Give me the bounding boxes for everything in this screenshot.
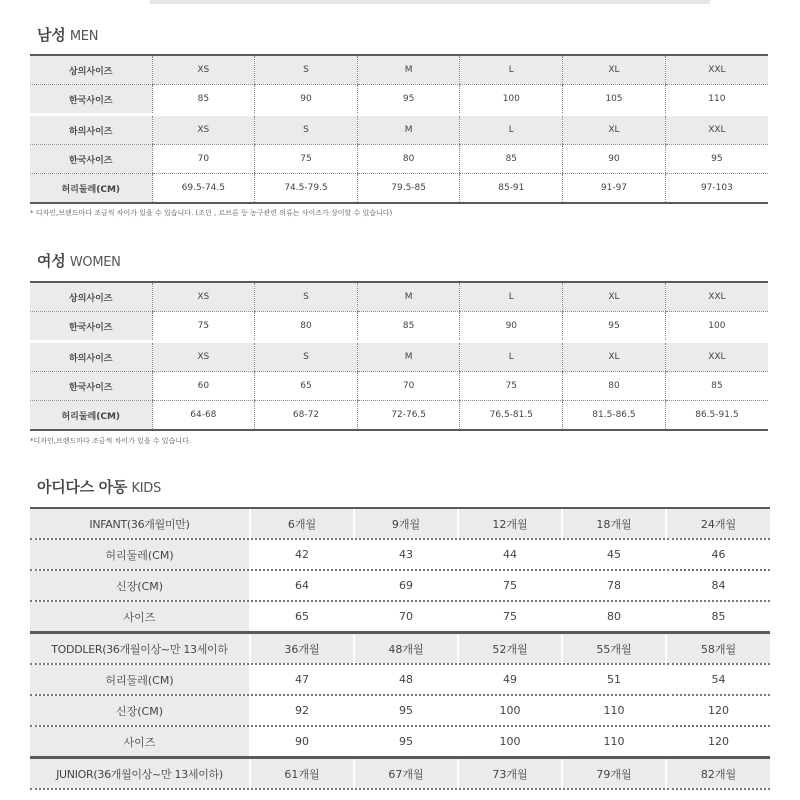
table-cell: 69 <box>354 570 458 601</box>
table-cell: XS <box>152 342 255 372</box>
table-cell: 46 <box>666 539 770 570</box>
row-label: 하의사이즈 <box>30 342 152 372</box>
table-cell: 48개월 <box>354 633 458 665</box>
table-cell: 55개월 <box>562 633 666 665</box>
table-cell: 95 <box>665 145 768 174</box>
women-row <box>30 401 768 431</box>
table-cell: XXL <box>665 115 768 145</box>
table-cell: L <box>460 55 563 85</box>
women-row <box>30 282 768 312</box>
kids-title-en: KIDS <box>131 481 161 496</box>
table-cell: 110 <box>562 695 666 726</box>
table-cell: 70 <box>357 372 460 401</box>
kids-row <box>30 539 770 570</box>
table-cell: 51 <box>562 664 666 695</box>
table-cell: 100 <box>460 85 563 115</box>
women-size-table <box>30 281 768 431</box>
women-row <box>30 312 768 342</box>
table-cell: 61개월 <box>250 758 354 790</box>
men-size-table <box>30 54 768 204</box>
table-cell: 81.5-86.5 <box>563 401 666 431</box>
table-cell: 80 <box>357 145 460 174</box>
row-label: INFANT(36개월미만) <box>30 508 250 539</box>
table-cell: XL <box>563 55 666 85</box>
table-cell: 80 <box>255 312 358 342</box>
table-cell: XXL <box>665 342 768 372</box>
table-cell: 90 <box>460 312 563 342</box>
row-label: 한국사이즈 <box>30 145 152 174</box>
table-cell: 95 <box>357 85 460 115</box>
table-cell: 36개월 <box>250 633 354 665</box>
table-cell: 85-91 <box>460 174 563 204</box>
table-cell: 70 <box>354 601 458 633</box>
men-title-en: MEN <box>69 29 99 44</box>
table-cell: 75 <box>152 312 255 342</box>
table-cell: 68-72 <box>255 401 358 431</box>
table-cell: 95 <box>354 726 458 758</box>
table-cell: 47 <box>250 664 354 695</box>
table-cell: M <box>357 282 460 312</box>
table-cell: 48 <box>354 664 458 695</box>
table-cell: 80 <box>562 601 666 633</box>
kids-section-title <box>37 476 161 497</box>
table-cell: 79개월 <box>562 758 666 790</box>
table-cell: XL <box>563 342 666 372</box>
table-cell: S <box>255 342 358 372</box>
men-row <box>30 115 768 145</box>
kids-row <box>30 570 770 601</box>
row-label: 상의사이즈 <box>30 55 152 85</box>
table-cell: 80 <box>563 372 666 401</box>
row-label: TODDLER(36개월이상~만 13세이하 <box>30 633 250 665</box>
table-cell: 65 <box>255 372 358 401</box>
table-cell: 42 <box>250 539 354 570</box>
table-cell: 85 <box>357 312 460 342</box>
table-cell: 105 <box>563 85 666 115</box>
table-cell: XS <box>152 282 255 312</box>
table-cell: 91-97 <box>563 174 666 204</box>
kids-row <box>30 601 770 633</box>
table-cell: 73개월 <box>458 758 562 790</box>
table-cell: 60 <box>152 372 255 401</box>
table-cell: 58개월 <box>666 633 770 665</box>
table-cell: XL <box>563 115 666 145</box>
table-cell: 79.5-85 <box>357 174 460 204</box>
women-title-en: WOMEN <box>69 255 121 270</box>
table-cell: 90 <box>255 85 358 115</box>
table-cell: 75 <box>458 570 562 601</box>
table-cell: 110 <box>562 726 666 758</box>
table-cell: XXL <box>665 282 768 312</box>
table-cell: 95 <box>563 312 666 342</box>
table-cell: 72-76.5 <box>357 401 460 431</box>
table-cell: M <box>357 342 460 372</box>
men-row <box>30 145 768 174</box>
table-cell: 12개월 <box>458 508 562 539</box>
table-cell: 24개월 <box>666 508 770 539</box>
table-cell: 43 <box>354 539 458 570</box>
table-cell: 90 <box>250 726 354 758</box>
table-cell: 67개월 <box>354 758 458 790</box>
table-cell: L <box>460 115 563 145</box>
table-cell: 85 <box>460 145 563 174</box>
table-cell: 85 <box>152 85 255 115</box>
table-cell: 100 <box>458 726 562 758</box>
table-cell: 75 <box>458 601 562 633</box>
table-cell: 49 <box>458 664 562 695</box>
table-cell: 74.5-79.5 <box>255 174 358 204</box>
table-cell: 90 <box>563 145 666 174</box>
table-cell: 76.5-81.5 <box>460 401 563 431</box>
table-cell: 110 <box>665 85 768 115</box>
table-cell: 64-68 <box>152 401 255 431</box>
table-cell: 52개월 <box>458 633 562 665</box>
kids-size-table <box>30 507 770 790</box>
men-section-title <box>37 24 98 45</box>
row-label: 하의사이즈 <box>30 115 152 145</box>
table-cell: 100 <box>665 312 768 342</box>
kids-row <box>30 664 770 695</box>
women-section-title <box>37 250 121 271</box>
men-row <box>30 85 768 115</box>
table-cell: 85 <box>666 601 770 633</box>
table-cell: 65 <box>250 601 354 633</box>
row-label: 신장(CM) <box>30 695 250 726</box>
table-cell: XXL <box>665 55 768 85</box>
row-label: 허리둘레(CM) <box>30 401 152 431</box>
table-cell: 75 <box>255 145 358 174</box>
kids-row <box>30 695 770 726</box>
table-cell: S <box>255 55 358 85</box>
row-label: 허리둘레(CM) <box>30 664 250 695</box>
table-cell: 18개월 <box>562 508 666 539</box>
table-cell: 100 <box>458 695 562 726</box>
table-cell: 69.5-74.5 <box>152 174 255 204</box>
women-title-ko: 여성 <box>37 252 66 270</box>
table-cell: 120 <box>666 695 770 726</box>
row-label: 한국사이즈 <box>30 85 152 115</box>
table-cell: L <box>460 282 563 312</box>
table-cell: 95 <box>354 695 458 726</box>
table-cell: L <box>460 342 563 372</box>
row-label: 허리둘레(CM) <box>30 539 250 570</box>
table-cell: 6개월 <box>250 508 354 539</box>
top-divider <box>150 0 710 4</box>
row-label: 허리둘레(CM) <box>30 174 152 204</box>
table-cell: 54 <box>666 664 770 695</box>
row-label: 사이즈 <box>30 601 250 633</box>
men-row <box>30 55 768 85</box>
table-cell: 70 <box>152 145 255 174</box>
row-label: 한국사이즈 <box>30 372 152 401</box>
men-note: * 디자인,브랜드마다 조금씩 차이가 있을 수 있습니다. (조던 , 르브론 등 농구관련 의류는 사이즈가 상이할 수 있습니다) <box>30 209 393 217</box>
women-row <box>30 342 768 372</box>
table-cell: 84 <box>666 570 770 601</box>
row-label: 한국사이즈 <box>30 312 152 342</box>
kids-row <box>30 758 770 790</box>
table-cell: 78 <box>562 570 666 601</box>
table-cell: 9개월 <box>354 508 458 539</box>
table-cell: 86.5-91.5 <box>665 401 768 431</box>
table-cell: M <box>357 115 460 145</box>
men-title-ko: 남성 <box>37 26 66 44</box>
kids-title-ko: 아디다스 아동 <box>37 478 128 496</box>
women-note: *디자인,브랜드마다 조금씩 차이가 있을 수 있습니다. <box>30 437 192 445</box>
table-cell: 92 <box>250 695 354 726</box>
table-cell: XS <box>152 55 255 85</box>
kids-row <box>30 508 770 539</box>
table-cell: XS <box>152 115 255 145</box>
table-cell: 85 <box>665 372 768 401</box>
table-cell: S <box>255 115 358 145</box>
row-label: 신장(CM) <box>30 570 250 601</box>
table-cell: 44 <box>458 539 562 570</box>
women-row <box>30 372 768 401</box>
table-cell: XL <box>563 282 666 312</box>
row-label: 상의사이즈 <box>30 282 152 312</box>
table-cell: 45 <box>562 539 666 570</box>
men-row <box>30 174 768 204</box>
row-label: 사이즈 <box>30 726 250 758</box>
table-cell: 64 <box>250 570 354 601</box>
table-cell: 97-103 <box>665 174 768 204</box>
kids-row <box>30 633 770 665</box>
table-cell: 120 <box>666 726 770 758</box>
table-cell: M <box>357 55 460 85</box>
kids-row <box>30 726 770 758</box>
table-cell: 82개월 <box>666 758 770 790</box>
table-cell: S <box>255 282 358 312</box>
table-cell: 75 <box>460 372 563 401</box>
row-label: JUNIOR(36개월이상~만 13세이하) <box>30 758 250 790</box>
